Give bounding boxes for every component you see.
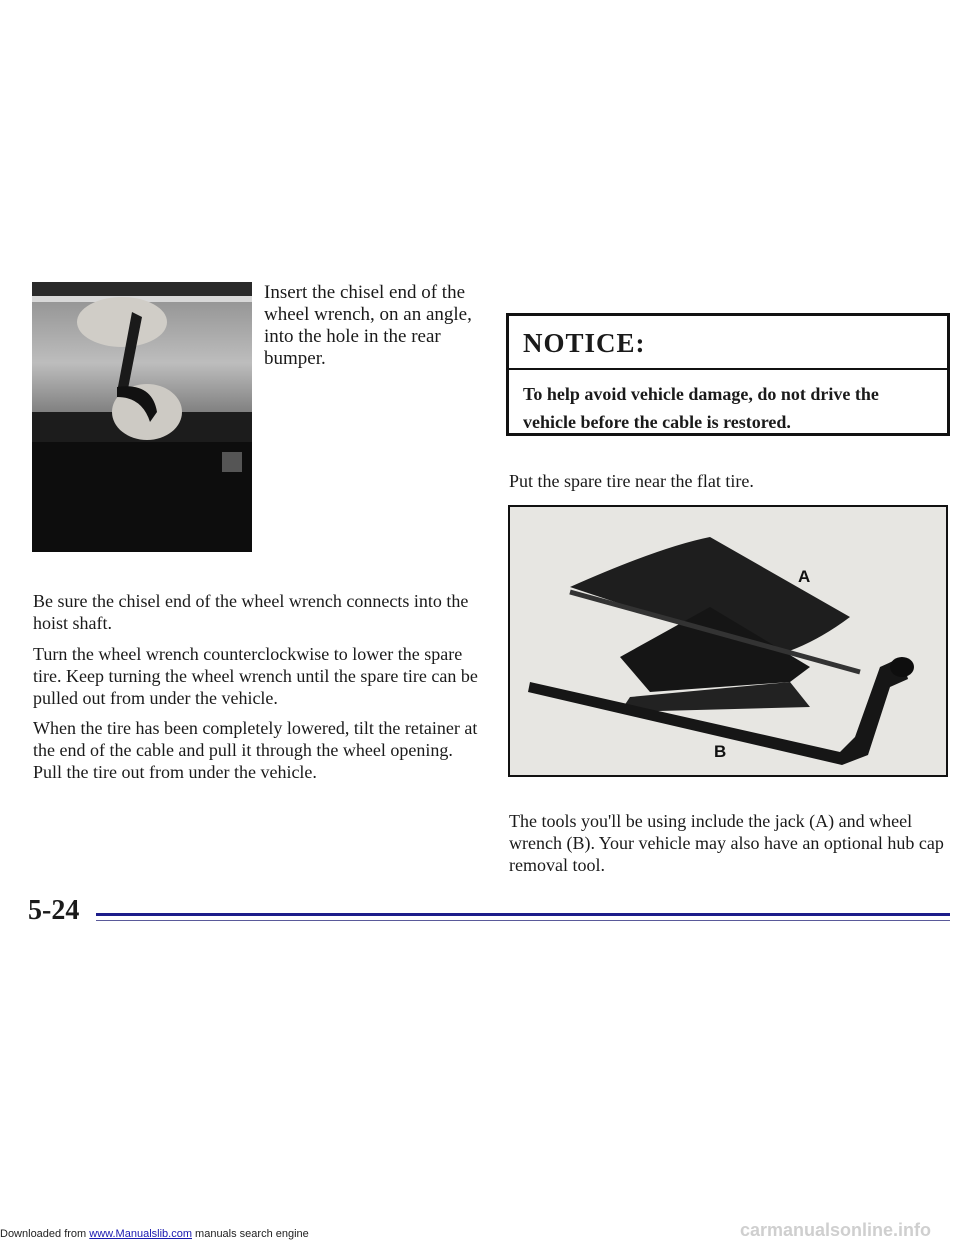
figure-label-b: B — [714, 742, 727, 761]
footer-rule-thin — [96, 920, 950, 921]
paragraph-tilt-retainer: When the tire has been completely lowered, tilt the retainer at the end of the cable and pull it through the wheel opening. Pull the tire out from under the vehicle. — [33, 718, 478, 782]
figure-label-a: A — [798, 567, 811, 586]
wrench-bumper-photo — [32, 282, 252, 552]
notice-body: To help avoid vehicle damage, do not drive the vehicle before the cable is restored. — [523, 384, 879, 432]
tools-text: The tools you'll be using include the jack (A) and wheel wrench (B). Your vehicle may also have an optional hub cap removal tool. — [509, 811, 944, 875]
paragraph-lower-spare: Turn the wheel wrench counterclockwise to lower the spare tire. Keep turning the wheel wrench until the spare tire can be pulled out from under the vehicle. — [33, 644, 478, 708]
jack-wrench-photo — [508, 505, 948, 777]
manualslib-link[interactable]: www.Manualslib.com — [89, 1228, 192, 1240]
footer-suffix: manuals search engine — [191, 1228, 309, 1240]
intro-text: Insert the chisel end of the wheel wrench, on an angle, into the hole in the rear bumper. — [264, 282, 472, 369]
page-number: 5-24 — [28, 895, 80, 926]
watermark-text: carmanualsonline.info — [740, 1220, 932, 1240]
notice-box — [506, 313, 950, 436]
download-footer — [0, 1228, 309, 1240]
spare-tire-text: Put the spare tire near the flat tire. — [509, 471, 754, 491]
footer-prefix: Downloaded from — [0, 1228, 90, 1240]
notice-title: NOTICE: — [509, 316, 947, 370]
footer-rule — [96, 913, 950, 916]
paragraph-hoist-shaft: Be sure the chisel end of the wheel wrench connects into the hoist shaft. — [33, 591, 469, 633]
